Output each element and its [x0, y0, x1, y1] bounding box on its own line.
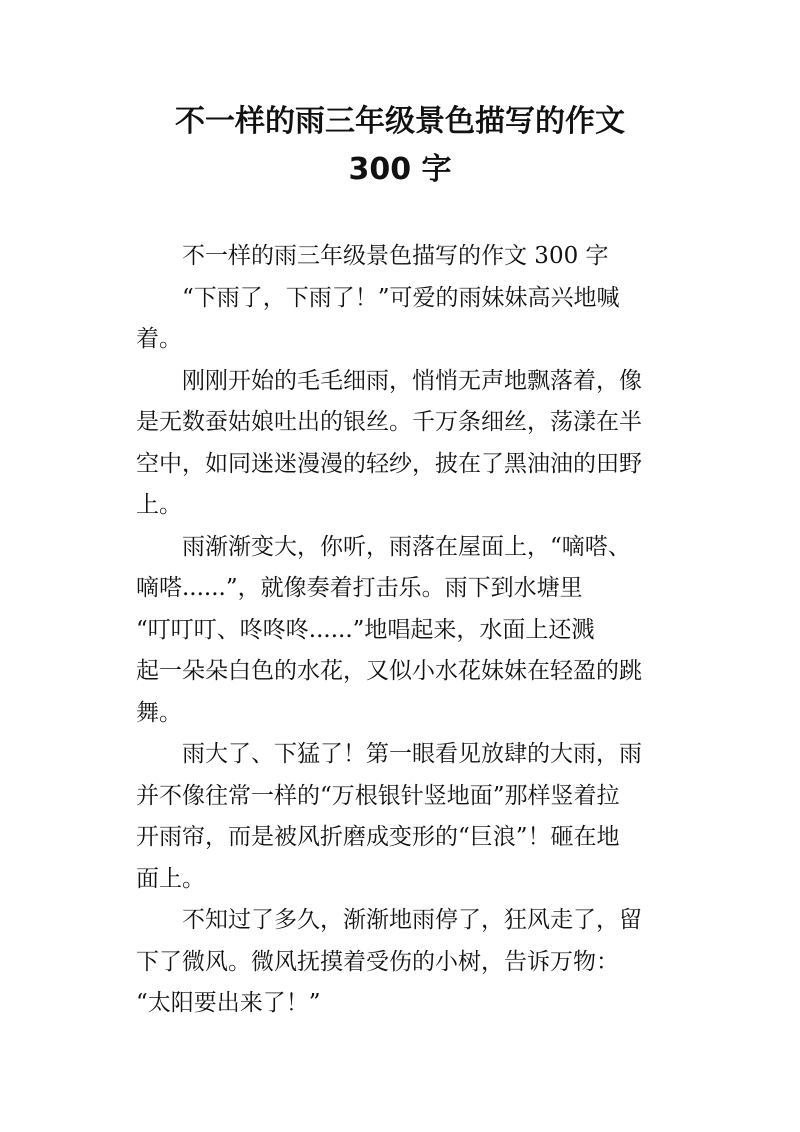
text-line: 雨渐渐变大，你听，雨落在屋面上，“嘀嗒、: [182, 533, 631, 560]
text-line: “太阳要出来了！”: [136, 990, 321, 1016]
text-line: 面上。: [136, 865, 205, 892]
title-line-1: 不一样的雨三年级景色描写的作文: [175, 104, 625, 139]
title-line-2: 300 字: [348, 152, 452, 187]
text-line: 空中，如同迷迷漫漫的轻纱，披在了黑油油的田野: [136, 450, 642, 477]
paragraph-heading: [136, 236, 664, 278]
text-line: 不知过了多久，渐渐地雨停了，狂风走了，留: [182, 907, 642, 933]
document-body: [136, 236, 664, 1025]
text-line: 并不像往常一样的“万根银针竖地面”那样竖着拉: [136, 782, 620, 809]
text-line: 起一朵朵白色的水花，又似小水花妹妹在轻盈的跳: [136, 658, 642, 684]
text-line: 上。: [136, 492, 182, 518]
text-line: 是无数蚕姑娘吐出的银丝。千万条细丝，荡漾在半: [136, 409, 642, 435]
paragraph-4: [136, 734, 664, 900]
document-title: [100, 98, 700, 194]
text-line: 嘀嗒......”，就像奏着打击乐。雨下到水塘里: [136, 575, 583, 601]
text-line: 着。: [136, 326, 182, 352]
paragraph-2: [136, 361, 664, 527]
paragraph-3: [136, 527, 664, 735]
text-line: 雨大了、下猛了！第一眼看见放肆的大雨，雨: [182, 741, 642, 767]
text-line: “叮叮叮、咚咚咚......”地唱起来，水面上还溅: [136, 616, 595, 643]
text-line: 下了微风。微风抚摸着受伤的小树，告诉万物：: [136, 948, 619, 975]
text-line: 舞。: [136, 699, 182, 726]
text-line: 不一样的雨三年级景色描写的作文 300 字: [182, 243, 609, 269]
text-line: “下雨了，下雨了！”可爱的雨妹妹高兴地喊: [182, 284, 620, 311]
text-line: 开雨帘，而是被风折磨成变形的“巨浪”！砸在地: [136, 824, 620, 850]
paragraph-5: [136, 900, 664, 1025]
paragraph-1: [136, 278, 664, 361]
text-line: 刚刚开始的毛毛细雨，悄悄无声地飘落着，像: [182, 367, 642, 394]
